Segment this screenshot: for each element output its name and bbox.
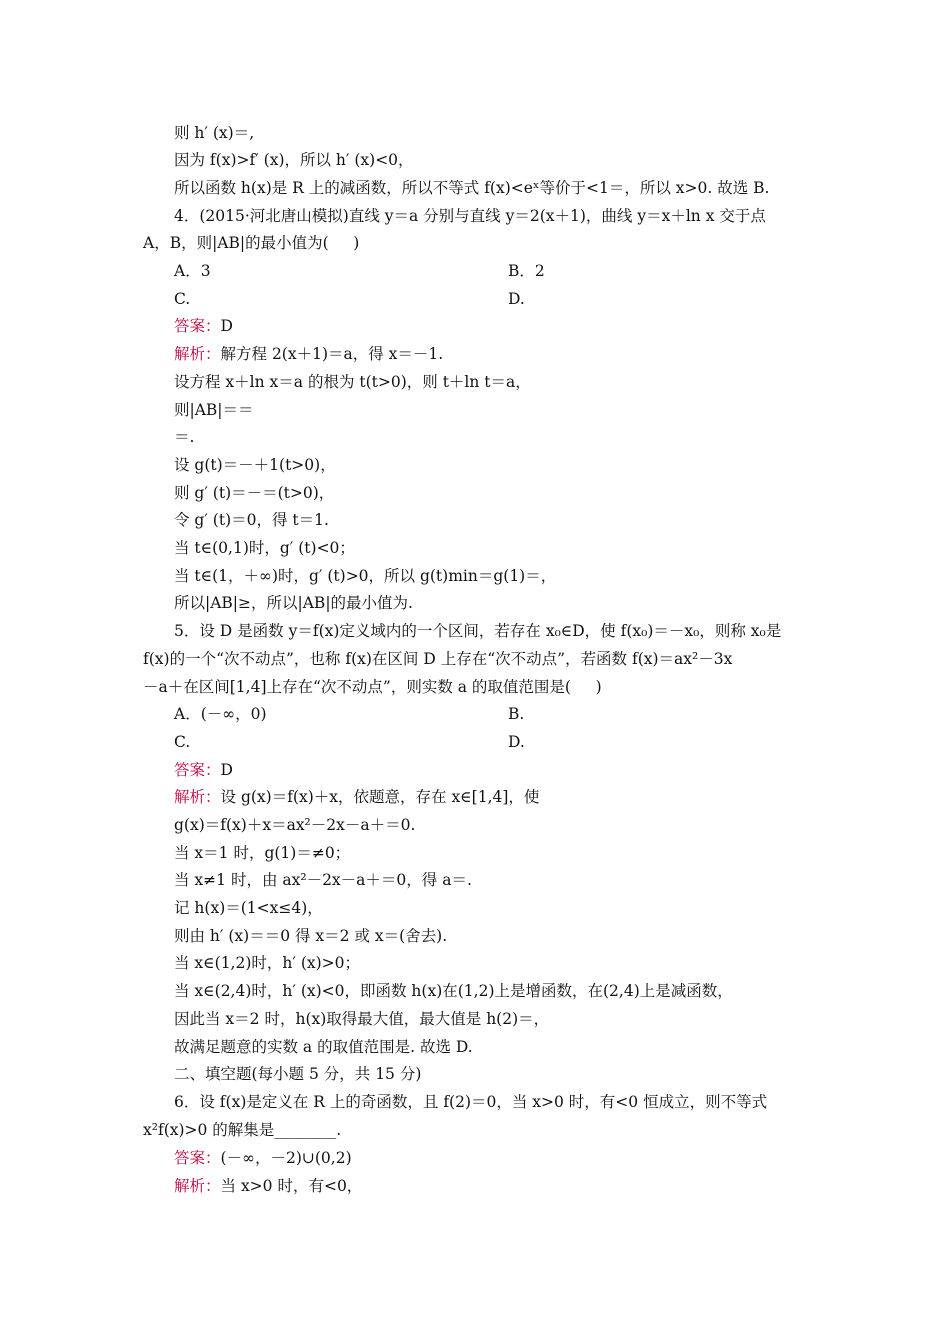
answer-value: (－∞，－2)∪(0,2)	[220, 1149, 352, 1167]
text-line: 当 t∈(1，＋∞)时，g′ (t)>0，所以 g(t)min＝g(1)＝，	[174, 567, 557, 585]
question-5-line: 5．设 D 是函数 y＝f(x)定义域内的一个区间，若存在 x₀∈D，使 f(x₀)＝－x₀，则称 x₀是	[174, 622, 782, 640]
answer-value: D	[220, 761, 233, 779]
text-line: 所以函数 h(x)是 R 上的减函数，所以不等式 f(x)<eˣ等价于<1＝，所以 x>0. 故选 B.	[174, 179, 770, 197]
text-line: 则由 h′ (x)＝＝0 得 x＝2 或 x＝(舍去).	[174, 927, 448, 945]
section-heading: 二、填空题(每小题 5 分，共 15 分)	[174, 1065, 422, 1083]
text-line: 当 x≠1 时，由 ax²－2x－a＋＝0，得 a＝.	[174, 871, 472, 889]
text-line: 因为 f(x)>f′ (x)，所以 h′ (x)<0，	[174, 151, 414, 169]
option-b: B．2	[508, 262, 545, 280]
text-line: 当 x∈(1,2)时，h′ (x)>0；	[174, 954, 361, 972]
text-line: ＝.	[174, 428, 195, 446]
analysis-line	[174, 1176, 362, 1196]
question-6-line: 6．设 f(x)是定义在 R 上的奇函数，且 f(2)＝0，当 x>0 时，有<0 恒成立，则不等式	[174, 1093, 768, 1111]
analysis-label: 解析：	[174, 1177, 221, 1195]
question-5-line: f(x)的一个“次不动点”，也称 f(x)在区间 D 上存在“次不动点”，若函数 f(x)＝ax²－3x	[143, 650, 733, 668]
text-line: 记 h(x)＝(1<x≤4)，	[174, 899, 323, 917]
text-line: 当 t∈(0,1)时，g′ (t)<0；	[174, 539, 355, 557]
option-b: B.	[508, 705, 525, 723]
analysis-text: 设 g(x)＝f(x)＋x，依题意，存在 x∈[1,4]，使	[220, 788, 540, 806]
option-d: D.	[508, 733, 525, 751]
answer-label: 答案：	[174, 317, 221, 335]
analysis-text: 当 x>0 时，有<0，	[220, 1177, 363, 1195]
option-a: A．(－∞，0)	[174, 705, 267, 723]
question-6-line: x²f(x)>0 的解集是________.	[143, 1121, 342, 1139]
text-line: 当 x∈(2,4)时，h′ (x)<0，即函数 h(x)在(1,2)上是增函数，在(2,4)上是减函数，	[174, 982, 733, 1000]
text-line: 当 x＝1 时，g(1)＝≠0；	[174, 844, 351, 862]
question-4-line: A，B，则|AB|的最小值为( )	[143, 234, 360, 252]
text-line: 所以|AB|≥，所以|AB|的最小值为.	[174, 594, 413, 612]
text-line: 因此当 x＝2 时，h(x)取得最大值，最大值是 h(2)＝，	[174, 1010, 550, 1028]
analysis-label: 解析：	[174, 788, 221, 806]
analysis-label: 解析：	[174, 345, 221, 363]
option-c: C.	[174, 290, 191, 308]
text-line: 设方程 x＋ln x＝a 的根为 t(t>0)，则 t＋ln t＝a，	[174, 373, 531, 391]
answer-label: 答案：	[174, 761, 221, 779]
text-line: 设 g(t)＝－＋1(t>0)，	[174, 456, 336, 474]
analysis-line	[174, 787, 539, 807]
text-line: 令 g′ (t)＝0，得 t＝1.	[174, 511, 329, 529]
question-4-line: 4．(2015·河北唐山模拟)直线 y＝a 分别与直线 y＝2(x＋1)，曲线 y＝x＋ln x 交于点	[174, 207, 766, 225]
question-5-line: －a＋在区间[1,4]上存在“次不动点”，则实数 a 的取值范围是( )	[143, 678, 602, 696]
analysis-line	[174, 344, 443, 364]
text-line: 则 h′ (x)＝,	[174, 124, 255, 142]
text-line: 则|AB|＝＝	[174, 401, 254, 419]
text-line: 故满足题意的实数 a 的取值范围是. 故选 D.	[174, 1038, 473, 1056]
option-c: C.	[174, 733, 191, 751]
text-line: g(x)＝f(x)＋x＝ax²－2x－a＋＝0.	[174, 816, 416, 834]
answer-label: 答案：	[174, 1149, 221, 1167]
option-a: A．3	[174, 262, 211, 280]
answer-line	[174, 1148, 352, 1168]
analysis-text: 解方程 2(x＋1)＝a，得 x＝－1.	[220, 345, 444, 363]
option-d: D.	[508, 290, 525, 308]
answer-line	[174, 760, 233, 780]
answer-value: D	[220, 317, 233, 335]
text-line: 则 g′ (t)＝－＝(t>0)，	[174, 484, 335, 502]
answer-line	[174, 316, 233, 336]
